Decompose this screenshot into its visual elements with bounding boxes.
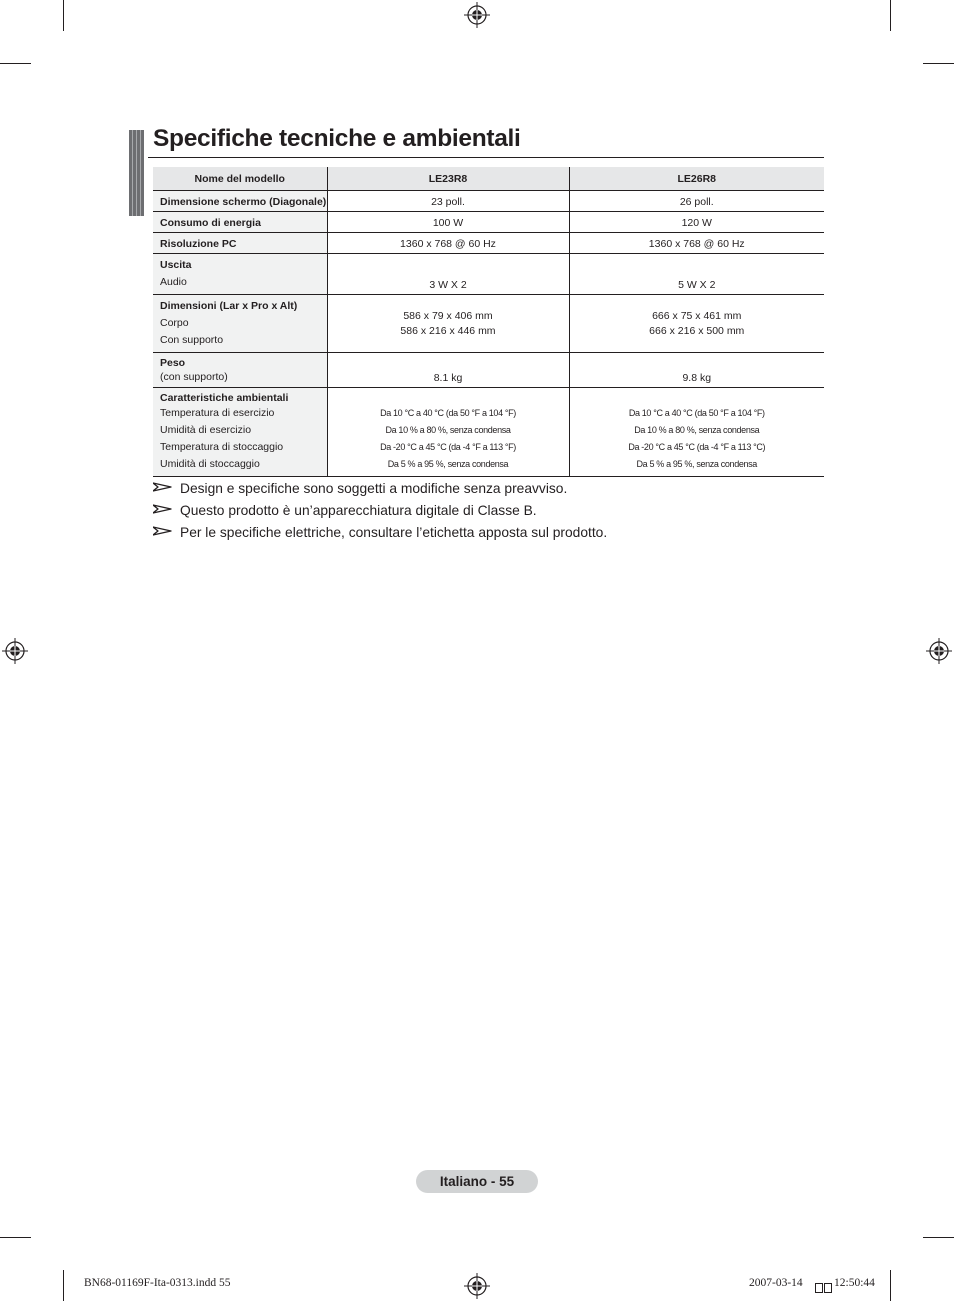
row-label [153,233,327,254]
cell-value: 5 W X 2 [569,254,824,295]
cell-value: 8.1 kg [327,353,569,388]
title-divider [148,157,824,158]
notes-list [153,480,607,546]
row-label-text: Risoluzione PC [160,238,237,250]
arrow-icon [153,525,173,537]
note-text: Per le specifiche elettriche, consultare l’etichetta apposta sul prodotto. [180,525,608,540]
cell-line: Da 5 % a 95 %, senza condensa [636,459,757,469]
crop-mark [0,1237,31,1238]
page-number-badge: Italiano - 55 [416,1170,538,1193]
slug-time: 12:50:44 [834,1277,875,1289]
arrow-icon [153,503,173,515]
note-text: Design e specifiche sono soggetti a modifiche senza preavviso. [180,481,568,496]
row-label-text: Dimensioni (Lar x Pro x Alt) [160,300,298,312]
row-label-text: Peso [160,357,186,369]
row-label [153,254,327,295]
slug-filename: BN68-01169F-Ita-0313.indd 55 [84,1277,231,1289]
cell-line: Da 5 % a 95 %, senza condensa [387,459,509,469]
cell-value [569,295,824,353]
slug-placeholder-glyphs [815,1280,832,1298]
cell-line: 586 x 79 x 406 mm [403,309,493,322]
header-cell-model-name: Nome del modello [153,167,327,191]
row-label [153,212,327,233]
cell-line: Da -20 °C a 45 °C (da -4 °F a 113 °C) [628,442,766,452]
row-label-text: Uscita [160,259,192,271]
registration-mark-icon [2,638,28,664]
crop-mark [923,63,954,64]
cell-line: Da 10 °C a 40 °C (da 50 °F a 104 °F) [628,408,765,418]
note-item [153,480,607,502]
cell-line: 666 x 75 x 461 mm [652,309,742,322]
row-sublabel: (con supporto) [160,371,228,383]
cell-value: 23 poll. [327,191,569,212]
header-cell-le23r8: LE23R8 [327,167,569,191]
cell-value: 1360 x 768 @ 60 Hz [569,233,824,254]
registration-mark-icon [464,2,490,28]
table-row [153,254,824,295]
crop-mark [890,1270,891,1301]
cell-value: 3 W X 2 [327,254,569,295]
cell-line: Da 10 % a 80 %, senza condensa [385,425,511,435]
arrow-icon [153,481,173,493]
table-row [153,353,824,388]
note-item [153,502,607,524]
cell-value: 120 W [569,212,824,233]
cell-value: 26 poll. [569,191,824,212]
cell-line: 586 x 216 x 446 mm [400,324,496,337]
cell-line: Da -20 °C a 45 °C (da -4 °F a 113 °F) [380,442,516,452]
row-label-text: Caratteristiche ambientali [160,392,289,404]
note-item [153,524,607,546]
row-sublabel: Umidità di stoccaggio [160,458,260,470]
cell-value [327,295,569,353]
row-sublabel: Con supporto [160,334,224,346]
row-label [153,353,327,388]
cell-value: 1360 x 768 @ 60 Hz [327,233,569,254]
row-label [153,388,327,477]
registration-mark-icon [926,638,952,664]
row-label-text: Consumo di energia [160,217,261,229]
row-sublabel: Umidità di esercizio [160,424,252,436]
row-label [153,191,327,212]
specs-table [153,167,824,477]
table-header-row [153,167,824,191]
cell-line: Da 10 °C a 40 °C (da 50 °F a 104 °F) [380,408,516,418]
crop-mark [923,1237,954,1238]
note-text: Questo prodotto è un’apparecchiatura digitale di Classe B. [180,503,537,518]
table-row [153,212,824,233]
cell-line: Da 10 % a 80 %, senza condensa [634,425,760,435]
header-cell-le26r8: LE26R8 [569,167,824,191]
row-sublabel: Corpo [160,317,189,329]
row-label [153,295,327,353]
cell-value: 9.8 kg [569,353,824,388]
row-label-text: Dimensione schermo (Diagonale) [160,196,327,208]
cell-value [569,388,824,477]
slug-date: 2007-03-14 [749,1277,803,1289]
row-sublabel: Temperatura di stoccaggio [160,441,284,453]
title-accent-bar [129,130,144,216]
page-title: Specifiche tecniche e ambientali [153,125,521,152]
crop-mark [0,63,31,64]
table-row [153,233,824,254]
table-row [153,295,824,353]
registration-mark-icon [464,1273,490,1299]
cell-value: 100 W [327,212,569,233]
row-sublabel: Temperatura di esercizio [160,407,275,419]
table-row [153,388,824,477]
table-row [153,191,824,212]
cell-line: 666 x 216 x 500 mm [649,324,745,337]
crop-mark [890,0,891,31]
crop-mark [63,0,64,31]
cell-value [327,388,569,477]
row-sublabel: Audio [160,276,187,288]
crop-mark [63,1270,64,1301]
